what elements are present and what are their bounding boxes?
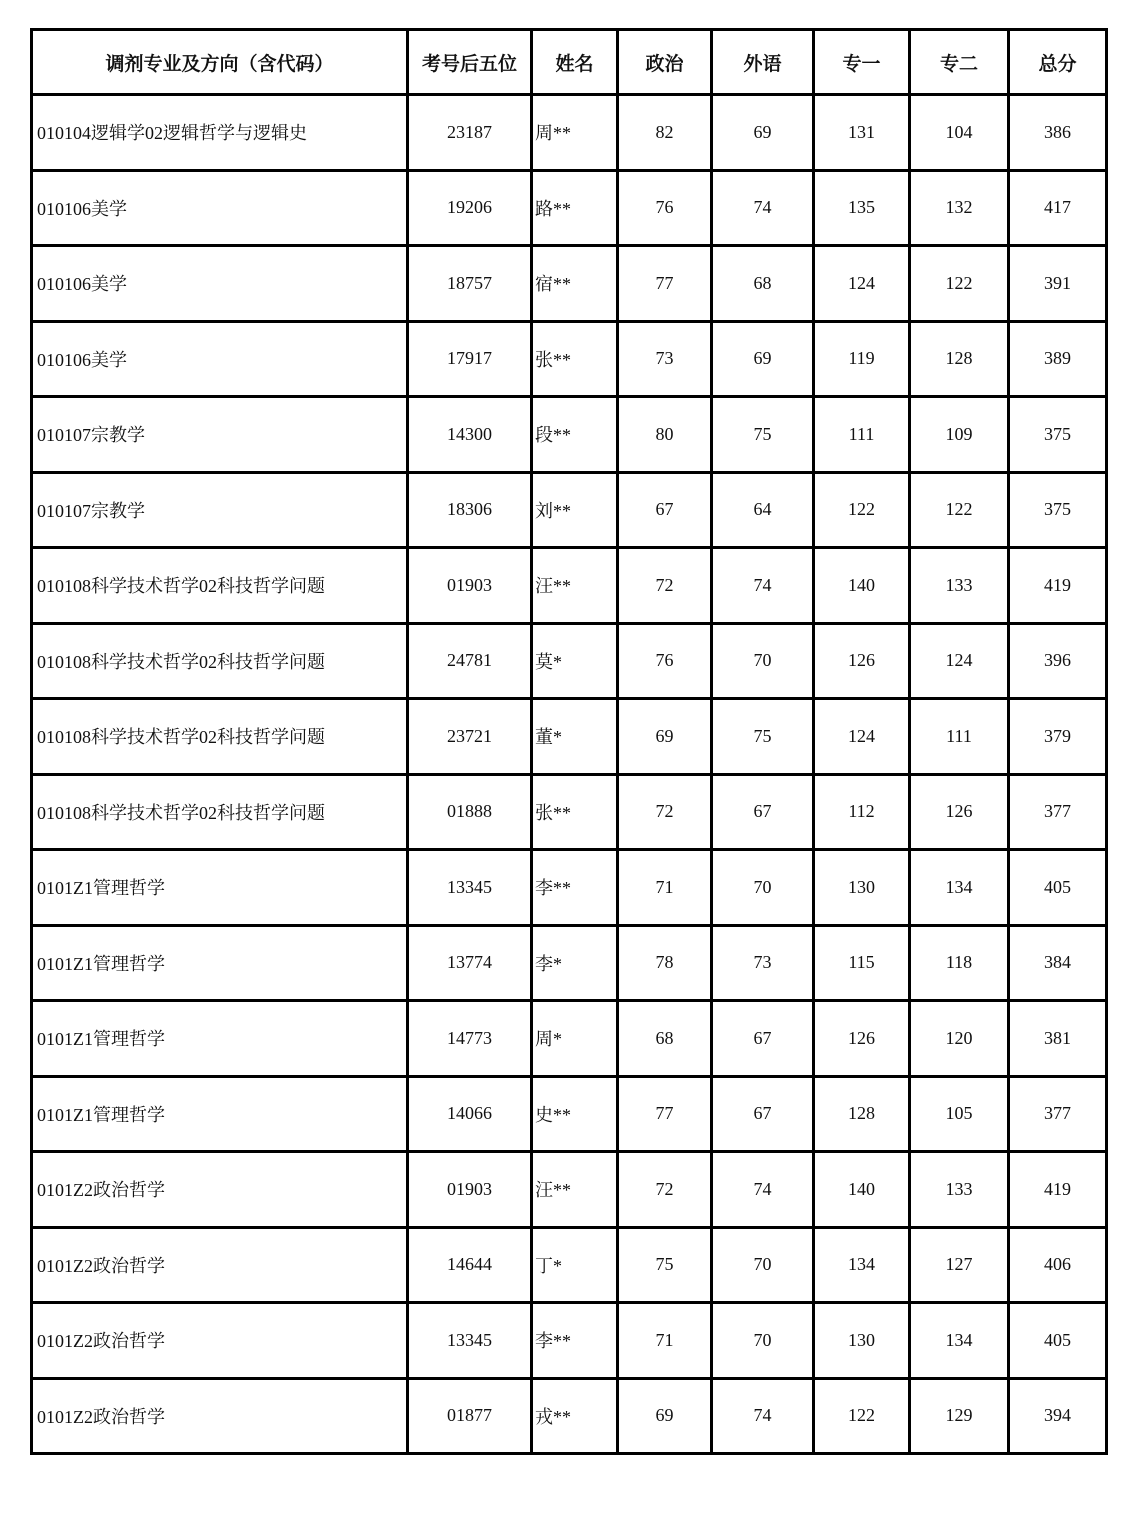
table-row [32,925,1107,1001]
major-subject1-score-cell: 126 [814,623,910,699]
major-subject2-score-cell: 128 [910,321,1009,397]
major-subject1-score-cell: 122 [814,472,910,548]
table-row [32,699,1107,775]
exam-number-cell: 01877 [408,1378,532,1454]
exam-number-cell: 23187 [408,95,532,171]
table-row [32,774,1107,850]
column-header-major1: 专一 [814,30,910,95]
major-direction-cell: 0101Z2政治哲学 [32,1152,408,1228]
major-direction-cell: 010107宗教学 [32,472,408,548]
name-cell: 周* [532,1001,618,1077]
major-subject1-score-cell: 122 [814,1378,910,1454]
table-row [32,1303,1107,1379]
politics-score-cell: 82 [618,95,712,171]
foreign-language-score-cell: 75 [712,699,814,775]
total-score-cell: 377 [1009,774,1107,850]
foreign-language-score-cell: 70 [712,1227,814,1303]
adjustment-score-table [30,28,1108,1455]
table-row [32,472,1107,548]
name-cell: 戎** [532,1378,618,1454]
politics-score-cell: 75 [618,1227,712,1303]
name-cell: 丁* [532,1227,618,1303]
foreign-language-score-cell: 74 [712,170,814,246]
politics-score-cell: 67 [618,472,712,548]
major-subject1-score-cell: 134 [814,1227,910,1303]
major-subject2-score-cell: 129 [910,1378,1009,1454]
total-score-cell: 379 [1009,699,1107,775]
politics-score-cell: 72 [618,548,712,624]
total-score-cell: 381 [1009,1001,1107,1077]
exam-number-cell: 18306 [408,472,532,548]
exam-number-cell: 18757 [408,246,532,322]
total-score-cell: 375 [1009,397,1107,473]
column-header-major2: 专二 [910,30,1009,95]
foreign-language-score-cell: 68 [712,246,814,322]
foreign-language-score-cell: 67 [712,774,814,850]
name-cell: 宿** [532,246,618,322]
column-header-name: 姓名 [532,30,618,95]
exam-number-cell: 14773 [408,1001,532,1077]
column-header-total: 总分 [1009,30,1107,95]
table-row [32,246,1107,322]
column-header-major: 调剂专业及方向（含代码） [32,30,408,95]
name-cell: 李* [532,925,618,1001]
major-subject2-score-cell: 133 [910,548,1009,624]
name-cell: 张** [532,321,618,397]
major-subject1-score-cell: 111 [814,397,910,473]
major-direction-cell: 0101Z1管理哲学 [32,1076,408,1152]
total-score-cell: 406 [1009,1227,1107,1303]
foreign-language-score-cell: 75 [712,397,814,473]
major-subject2-score-cell: 122 [910,246,1009,322]
major-direction-cell: 0101Z2政治哲学 [32,1227,408,1303]
exam-number-cell: 01888 [408,774,532,850]
foreign-language-score-cell: 70 [712,623,814,699]
name-cell: 董* [532,699,618,775]
foreign-language-score-cell: 67 [712,1001,814,1077]
major-direction-cell: 010108科学技术哲学02科技哲学问题 [32,623,408,699]
total-score-cell: 391 [1009,246,1107,322]
table-row [32,623,1107,699]
exam-number-cell: 14300 [408,397,532,473]
exam-number-cell: 01903 [408,1152,532,1228]
major-subject2-score-cell: 105 [910,1076,1009,1152]
table-body [32,95,1107,1454]
major-subject1-score-cell: 140 [814,548,910,624]
table-row [32,1001,1107,1077]
exam-number-cell: 01903 [408,548,532,624]
major-subject1-score-cell: 119 [814,321,910,397]
name-cell: 段** [532,397,618,473]
total-score-cell: 419 [1009,1152,1107,1228]
name-cell: 汪** [532,1152,618,1228]
politics-score-cell: 72 [618,774,712,850]
column-header-politics: 政治 [618,30,712,95]
major-direction-cell: 010106美学 [32,170,408,246]
major-subject2-score-cell: 118 [910,925,1009,1001]
total-score-cell: 396 [1009,623,1107,699]
exam-number-cell: 14066 [408,1076,532,1152]
politics-score-cell: 73 [618,321,712,397]
major-subject1-score-cell: 128 [814,1076,910,1152]
total-score-cell: 417 [1009,170,1107,246]
table-row [32,1227,1107,1303]
major-subject2-score-cell: 126 [910,774,1009,850]
major-direction-cell: 010106美学 [32,321,408,397]
foreign-language-score-cell: 73 [712,925,814,1001]
major-subject1-score-cell: 124 [814,699,910,775]
exam-number-cell: 19206 [408,170,532,246]
major-subject1-score-cell: 112 [814,774,910,850]
major-subject2-score-cell: 134 [910,850,1009,926]
column-header-examno: 考号后五位 [408,30,532,95]
table-row [32,850,1107,926]
politics-score-cell: 78 [618,925,712,1001]
politics-score-cell: 77 [618,246,712,322]
exam-number-cell: 17917 [408,321,532,397]
table-row [32,321,1107,397]
major-subject2-score-cell: 127 [910,1227,1009,1303]
exam-number-cell: 23721 [408,699,532,775]
name-cell: 李** [532,1303,618,1379]
name-cell: 周** [532,95,618,171]
major-subject2-score-cell: 132 [910,170,1009,246]
major-direction-cell: 010107宗教学 [32,397,408,473]
foreign-language-score-cell: 64 [712,472,814,548]
major-subject1-score-cell: 130 [814,850,910,926]
column-header-foreign: 外语 [712,30,814,95]
table-row [32,548,1107,624]
exam-number-cell: 13774 [408,925,532,1001]
table-row [32,1378,1107,1454]
major-subject2-score-cell: 122 [910,472,1009,548]
foreign-language-score-cell: 70 [712,1303,814,1379]
major-subject1-score-cell: 131 [814,95,910,171]
major-direction-cell: 010108科学技术哲学02科技哲学问题 [32,774,408,850]
politics-score-cell: 69 [618,699,712,775]
major-direction-cell: 010104逻辑学02逻辑哲学与逻辑史 [32,95,408,171]
exam-number-cell: 14644 [408,1227,532,1303]
major-subject1-score-cell: 115 [814,925,910,1001]
foreign-language-score-cell: 69 [712,95,814,171]
foreign-language-score-cell: 74 [712,1152,814,1228]
name-cell: 史** [532,1076,618,1152]
major-subject1-score-cell: 140 [814,1152,910,1228]
politics-score-cell: 77 [618,1076,712,1152]
major-direction-cell: 010108科学技术哲学02科技哲学问题 [32,548,408,624]
major-subject2-score-cell: 134 [910,1303,1009,1379]
exam-number-cell: 13345 [408,1303,532,1379]
total-score-cell: 405 [1009,1303,1107,1379]
major-direction-cell: 0101Z1管理哲学 [32,925,408,1001]
name-cell: 路** [532,170,618,246]
politics-score-cell: 76 [618,170,712,246]
total-score-cell: 405 [1009,850,1107,926]
name-cell: 莫* [532,623,618,699]
exam-number-cell: 24781 [408,623,532,699]
major-direction-cell: 0101Z1管理哲学 [32,850,408,926]
total-score-cell: 394 [1009,1378,1107,1454]
major-direction-cell: 0101Z2政治哲学 [32,1378,408,1454]
major-subject1-score-cell: 124 [814,246,910,322]
major-subject2-score-cell: 104 [910,95,1009,171]
politics-score-cell: 69 [618,1378,712,1454]
total-score-cell: 419 [1009,548,1107,624]
foreign-language-score-cell: 74 [712,548,814,624]
foreign-language-score-cell: 70 [712,850,814,926]
politics-score-cell: 68 [618,1001,712,1077]
major-direction-cell: 010106美学 [32,246,408,322]
major-subject2-score-cell: 120 [910,1001,1009,1077]
name-cell: 刘** [532,472,618,548]
major-subject1-score-cell: 126 [814,1001,910,1077]
table-row [32,95,1107,171]
politics-score-cell: 71 [618,1303,712,1379]
header-row [32,30,1107,95]
major-direction-cell: 010108科学技术哲学02科技哲学问题 [32,699,408,775]
politics-score-cell: 72 [618,1152,712,1228]
politics-score-cell: 76 [618,623,712,699]
table-row [32,1152,1107,1228]
major-subject1-score-cell: 135 [814,170,910,246]
major-direction-cell: 0101Z2政治哲学 [32,1303,408,1379]
major-subject2-score-cell: 109 [910,397,1009,473]
total-score-cell: 377 [1009,1076,1107,1152]
table-row [32,1076,1107,1152]
foreign-language-score-cell: 67 [712,1076,814,1152]
total-score-cell: 389 [1009,321,1107,397]
foreign-language-score-cell: 74 [712,1378,814,1454]
major-subject2-score-cell: 133 [910,1152,1009,1228]
table-row [32,397,1107,473]
exam-number-cell: 13345 [408,850,532,926]
total-score-cell: 375 [1009,472,1107,548]
name-cell: 李** [532,850,618,926]
major-subject2-score-cell: 111 [910,699,1009,775]
politics-score-cell: 71 [618,850,712,926]
politics-score-cell: 80 [618,397,712,473]
major-direction-cell: 0101Z1管理哲学 [32,1001,408,1077]
major-subject2-score-cell: 124 [910,623,1009,699]
total-score-cell: 384 [1009,925,1107,1001]
total-score-cell: 386 [1009,95,1107,171]
foreign-language-score-cell: 69 [712,321,814,397]
name-cell: 汪** [532,548,618,624]
major-subject1-score-cell: 130 [814,1303,910,1379]
name-cell: 张** [532,774,618,850]
table-row [32,170,1107,246]
